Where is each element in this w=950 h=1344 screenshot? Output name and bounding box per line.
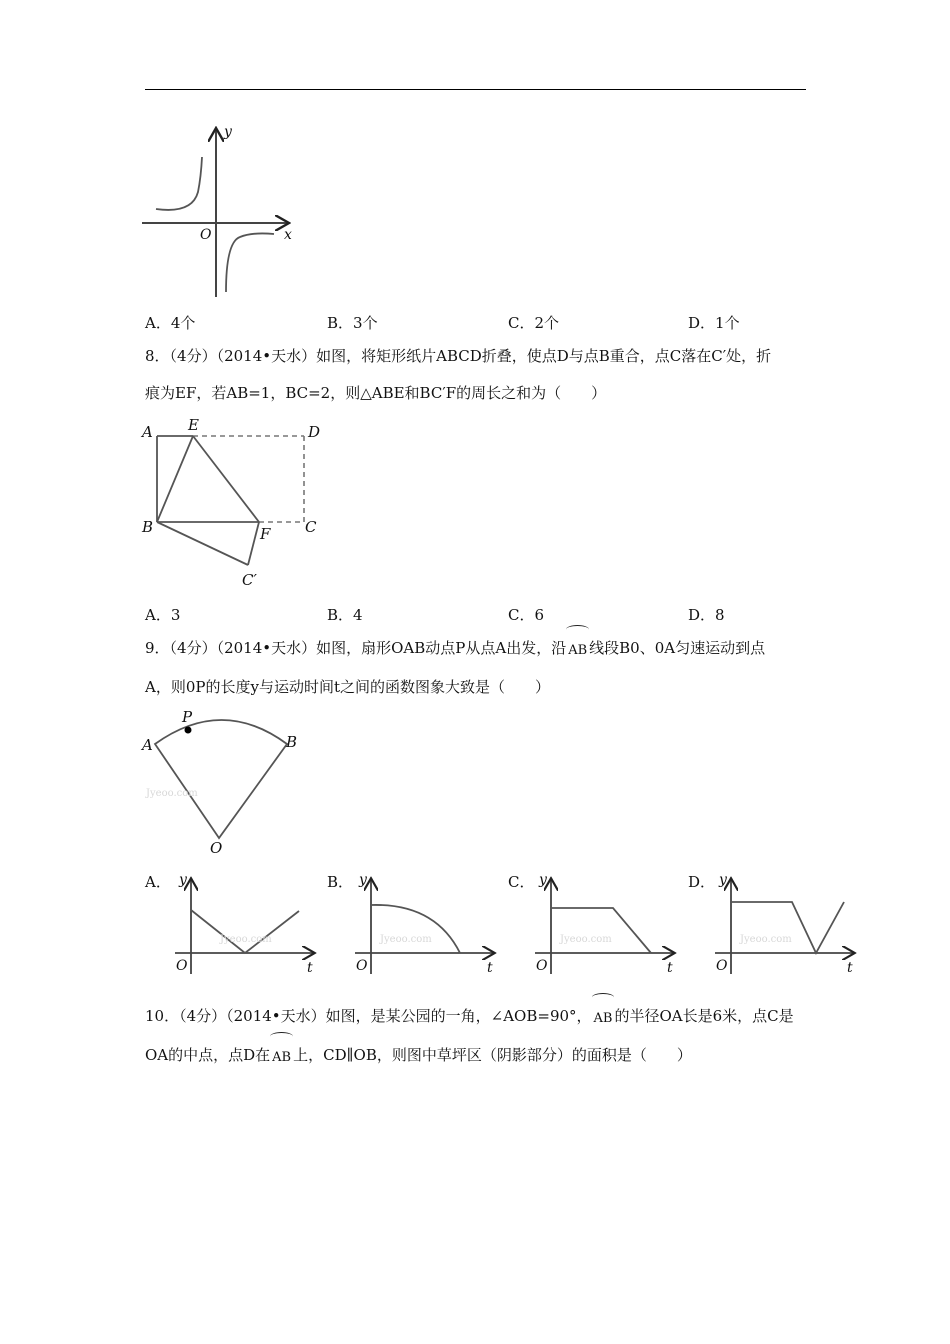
t-label: t (487, 960, 493, 976)
segment-fc-prime (248, 522, 259, 565)
hyperbola-branch-lower-right (226, 233, 274, 292)
q9-sector-figure (140, 706, 310, 856)
watermark: Jyeoo.com (740, 934, 792, 945)
q8-line-2: 痕为EF，若AB=1，BC=2，则△ABE和BC′F的周长之和为（ ） (145, 384, 607, 402)
o-label: O (356, 958, 368, 974)
hyperbola-branch-upper-left (156, 157, 202, 210)
q9-question (145, 630, 810, 706)
label-a: A (142, 423, 153, 441)
label-d: D (308, 423, 321, 441)
t-label: t (307, 960, 313, 976)
graph-line (191, 910, 299, 953)
header-rule (145, 89, 806, 90)
segment-be (157, 436, 193, 522)
q7-option-c[interactable]: C．2个 (508, 314, 560, 332)
label-p: P (182, 708, 193, 726)
label-e: E (188, 416, 199, 434)
watermark: Jyeoo.com (146, 788, 198, 799)
x-axis-label: x (284, 227, 292, 243)
watermark: Jyeoo.com (380, 934, 432, 945)
q8-option-d[interactable]: D．8 (688, 606, 725, 624)
label-b: B (286, 733, 298, 751)
origin-label: O (200, 227, 212, 243)
t-label: t (847, 960, 853, 976)
graph-line (371, 905, 460, 953)
y-axis-label: y (224, 124, 232, 140)
label-f: F (260, 525, 271, 543)
q9-line-2: A，则0P的长度y与运动时间t之间的函数图象大致是（ ） (145, 678, 550, 696)
q8-option-c[interactable]: C．6 (508, 606, 545, 624)
segment-bc-prime (157, 522, 248, 565)
watermark: Jyeoo.com (220, 934, 272, 945)
q8-option-a[interactable]: A．3 (145, 606, 181, 624)
o-label: O (176, 958, 188, 974)
t-label: t (667, 960, 673, 976)
q8-rectangle-fold-figure (138, 412, 328, 592)
arc-ab-symbol: AB (271, 1039, 292, 1076)
sector-oab (155, 720, 287, 838)
q9-option-c-graph[interactable] (530, 870, 680, 980)
q10-line-2: OA的中点，点D在 AB 上，CD∥OB，则图中草坪区（阴影部分）的面积是（ ） (145, 1037, 810, 1076)
y-label: y (179, 872, 187, 888)
y-label: y (359, 872, 367, 888)
arc-ab-symbol: AB (593, 1000, 614, 1037)
point-p (185, 727, 192, 734)
q8-option-b[interactable]: B．4 (327, 606, 363, 624)
watermark: Jyeoo.com (560, 934, 612, 945)
q9-option-d-label[interactable]: D． (688, 873, 716, 891)
q9-line-1: 9．（4分）（2014•天水）如图，扇形OAB动点P从点A出发，沿 AB 线段B0、0A匀速运动到点 (145, 630, 810, 669)
q10-line-1: 10．（4分）（2014•天水）如图，是某公园的一角，∠AOB=90°， AB 的半径OA长是6米，点C是 (145, 998, 810, 1037)
q8-question (145, 338, 810, 412)
label-c-prime: C′ (242, 571, 257, 589)
label-b: B (142, 518, 154, 536)
y-label: y (539, 872, 547, 888)
q7-option-b[interactable]: B．3个 (327, 314, 378, 332)
q7-hyperbola-figure (140, 122, 300, 300)
label-o: O (210, 839, 223, 856)
q7-option-d[interactable]: D．1个 (688, 314, 740, 332)
graph-line (551, 908, 651, 953)
crease-ef (193, 436, 259, 522)
graph-line (731, 902, 844, 953)
q10-question (145, 998, 810, 1076)
o-label: O (536, 958, 548, 974)
q9-option-d-graph[interactable] (710, 870, 860, 980)
q9-option-c-label[interactable]: C． (508, 873, 535, 891)
q7-option-a[interactable]: A．4个 (145, 314, 196, 332)
q8-line-1: 8．（4分）（2014•天水）如图，将矩形纸片ABCD折叠，使点D与点B重合，点C落在C′处，折 (145, 347, 772, 365)
label-c: C (305, 518, 317, 536)
q9-option-a-label[interactable]: A． (145, 873, 171, 891)
arc-ab-symbol: AB (567, 632, 588, 669)
y-label: y (719, 872, 727, 888)
q9-option-b-graph[interactable] (350, 870, 500, 980)
label-a: A (142, 736, 153, 754)
q9-option-b-label[interactable]: B． (327, 873, 354, 891)
q9-option-a-graph[interactable] (170, 870, 320, 980)
o-label: O (716, 958, 728, 974)
